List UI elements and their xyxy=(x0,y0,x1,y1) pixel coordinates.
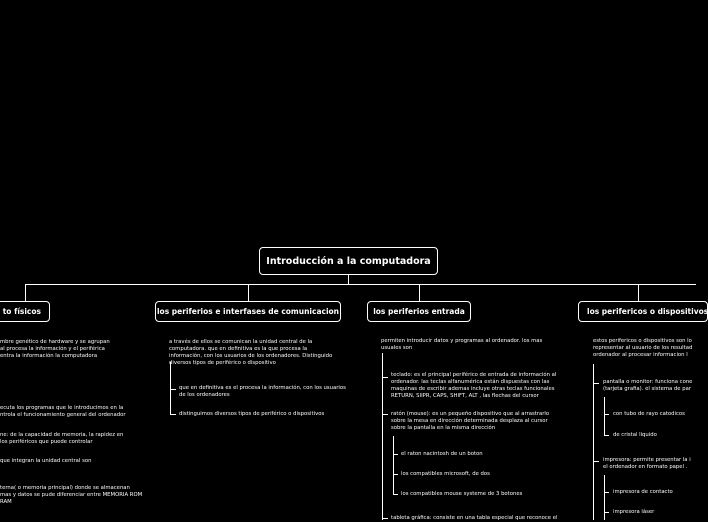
topic-text[interactable]: los compatibles microsoft, de dos xyxy=(401,471,490,477)
tree-line xyxy=(382,377,388,378)
topic-text[interactable]: pantalla o monitor: funciona cone (tarjeta grafia). el sistema de par xyxy=(603,379,693,392)
topic-text[interactable]: a través de ellos se comunican la unidad central de la computadora. que en definitiva es la que procesa la información, con los usuarios de los ordenadores. Distinguido diversos tipos de periférico o dispositivo xyxy=(169,339,333,366)
tree-line xyxy=(604,475,605,520)
topic-text[interactable]: ecuta los programas que le introducimos en la ntrola el funcionamiento general del ordenador xyxy=(0,405,126,418)
topic-text[interactable]: los compatibles mouse systeme de 3 botones xyxy=(401,491,523,497)
tree-line xyxy=(604,435,609,436)
branch-elementos-fisicos[interactable]: to físicos xyxy=(0,301,50,322)
tree-line xyxy=(393,474,398,475)
connector-horizontal-bus xyxy=(25,284,696,285)
tree-line xyxy=(393,494,398,495)
tree-line xyxy=(170,362,171,414)
branch-perifericos-dispositivos[interactable]: los perifericos o dispositivos xyxy=(578,301,708,322)
topic-text[interactable]: permiten introducir datos y programas al ordenador. los mas usuales son xyxy=(381,338,543,351)
tree-line xyxy=(604,492,609,493)
topic-text[interactable]: mbre genético de hardware y se agrupan al procesa la información y el periférica entra la información la computadora xyxy=(0,339,110,359)
tree-line xyxy=(604,414,609,415)
topic-text[interactable]: terna( o memoria principal) donde se almacenan mas y datos se pude diferenciar entre MEMORIA ROM RAM xyxy=(0,485,143,505)
topic-text[interactable]: tableta gráfica: consiste en una tabla especial que reconoce el xyxy=(391,515,558,521)
tree-line xyxy=(382,518,388,519)
tree-line xyxy=(170,389,176,390)
topic-text[interactable]: teclado: es el principal periférico de entrada de información al ordenador. las teclas alfanumérica están dispuestas con las maquinas de escribir ademas incluye otras teclas funcionales RETURN, SIIPR, CAPS, SHIFT, ALT , las flechas del cursor xyxy=(391,372,557,399)
topic-text[interactable]: ratón (mouse): es un pequeño dispositivo que al arrastrarlo sobre la mesa en dirección determinada desplaza al cursor sobre la pantalla en la misma dirección xyxy=(391,411,550,431)
connector-root-down xyxy=(348,275,349,284)
connector-branch-4 xyxy=(638,284,639,301)
tree-line xyxy=(393,454,398,455)
topic-text[interactable]: ne: de la capacidad de memoria, la rapidez en los periféricos que puede controlar xyxy=(0,432,124,445)
topic-text[interactable]: distinguimos diversos tipos de periférico o dispositivos xyxy=(179,411,325,417)
tree-line xyxy=(393,436,394,494)
connector-branch-1 xyxy=(25,284,26,301)
tree-line xyxy=(382,353,383,520)
topic-text[interactable]: impresora de contacto xyxy=(613,489,673,495)
topic-text[interactable]: de cristal liquido xyxy=(613,432,657,438)
tree-line xyxy=(604,397,605,435)
tree-line xyxy=(593,364,594,520)
tree-line xyxy=(604,512,609,513)
tree-line xyxy=(593,383,599,384)
branch-periferios-entrada[interactable]: los periferios entrada xyxy=(367,301,471,322)
tree-line xyxy=(170,414,176,415)
topic-text[interactable]: que en definitiva es el procesa la información, con los usuarios de los ordenadores xyxy=(179,385,346,398)
topic-text[interactable]: con tubo de rayo catodicos xyxy=(613,411,685,417)
branch-periferios-interfases[interactable]: los periferios e interfases de comunicacion xyxy=(155,301,341,322)
topic-text[interactable]: impresora: permite presentar la i el ordenador en formato papel . xyxy=(603,457,691,470)
root-topic[interactable]: Introducción a la computadora xyxy=(259,247,438,275)
topic-text[interactable]: estos perifericos o dispositivos son lo representar al usuario de los resultad ordenador al procesar informacion l xyxy=(593,338,693,358)
tree-line xyxy=(382,414,388,415)
connector-branch-3 xyxy=(419,284,420,301)
topic-text[interactable]: que integran la unidad central son xyxy=(0,458,92,464)
tree-line xyxy=(593,461,599,462)
connector-branch-2 xyxy=(248,284,249,301)
topic-text[interactable]: impresora láser xyxy=(613,509,655,515)
topic-text[interactable]: el raton nacintosh de un boton xyxy=(401,451,483,457)
